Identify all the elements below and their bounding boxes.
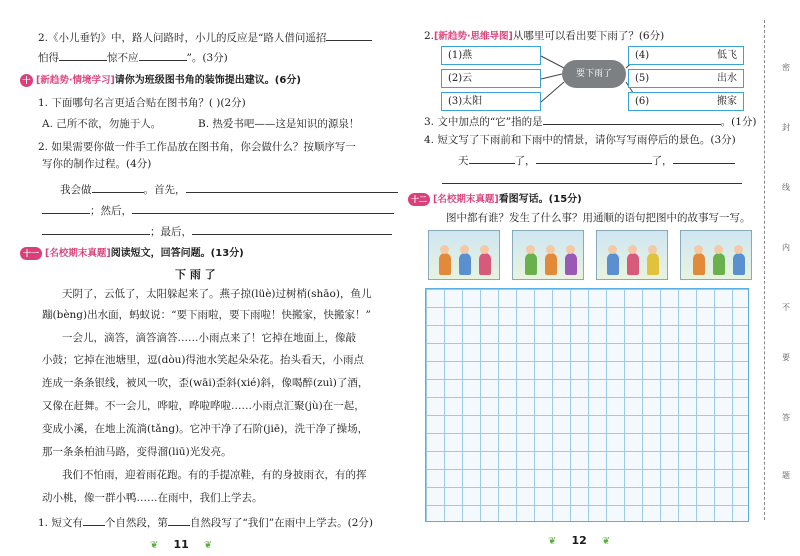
story-line: 连成一条条银线，被风一吹，歪(wāi)歪斜(xié)斜，像喝醉(zuì)了酒， (42, 377, 369, 389)
section-11-tag: [名校期末真题] (45, 248, 111, 259)
seal-char: 要 (782, 353, 790, 362)
left-page-footer (150, 533, 212, 552)
story-line: 一会儿，滴答，滴答滴答……小雨点来了！它掉在地面上，像敲 (62, 332, 356, 344)
r-q2-tag: [新趋势·思维导图] (434, 31, 513, 42)
mindmap-box-3: (3)太阳 (441, 92, 541, 111)
seal-char: 答 (782, 413, 790, 422)
q2-line2: 怕得 惊不应 ”。(3分) (38, 49, 228, 65)
s10-q1: 1. 下面哪句名言更适合贴在图书角？( )(2分) (38, 97, 246, 109)
seal-line (764, 20, 765, 520)
leaf-icon: ❦ (203, 540, 213, 551)
story-line: 天阴了，云低了，太阳躲起来了。燕子掠(lüè)过树梢(shāo)，鱼儿 (62, 288, 372, 300)
mindmap-box-5: (5) 出水 (628, 69, 744, 88)
story-line: 又像在赶舞。不一会儿，哗啦，哗啦哗啦……小雨点汇聚(jù)在一起， (42, 400, 365, 412)
s10-q2-line1: 2. 如果需要你做一件手工作品放在图书角，你会做什么？按顺序写一 (38, 141, 356, 153)
section-11-title: 阅读短文，回答问题。(13分) (110, 248, 244, 259)
s10-q1-option-b: B. 热爱书吧——这是知识的源泉！ (198, 118, 360, 130)
section-11-badge: 十一 (20, 247, 42, 260)
mindmap-box-1: (1)燕 (441, 46, 541, 65)
story-line: 那一条条柏油马路，变得溜(liū)光发亮。 (42, 446, 232, 458)
story-line: 动小桃，像一群小鸭……在雨中，我们上学去。 (42, 492, 263, 504)
section-12-badge: 十二 (408, 193, 430, 206)
story-title: 下 雨 了 (175, 268, 216, 281)
section-12-header (408, 192, 582, 207)
section-10-tag: [新趋势·情境学习] (36, 75, 115, 86)
r-q4-line3 (442, 172, 742, 188)
section-12-tag: [名校期末真题] (433, 194, 499, 205)
story-line: 蹦(bèng)出水面，蚂蚁说：“要下雨啦，要下雨啦！快搬家，快搬家！” (42, 309, 371, 321)
r-q4-line2: 天 了， 了， (458, 152, 735, 168)
leaf-icon: ❦ (601, 536, 611, 547)
right-page-footer (548, 529, 610, 548)
mindmap-box-2: (2)云 (441, 69, 541, 88)
mindmap-cloud: 要下雨了 (562, 60, 626, 88)
section-10-title: 请你为班级图书角的装饰提出建议。(6分) (114, 75, 301, 86)
writing-prompt: 图中都有谁？发生了什么事？用通顺的语句把图中的故事写一写。 (446, 212, 751, 224)
section-10-header (20, 73, 301, 88)
section-12-title: 看图写话。(15分) (498, 194, 582, 205)
mindmap-box-4: (4) 低飞 (628, 46, 744, 65)
seal-char: 线 (782, 183, 790, 192)
leaf-icon: ❦ (548, 536, 557, 547)
seal-char: 密 (782, 63, 790, 72)
r-q2-line: 2.[新趋势·思维导图]从哪里可以看出要下雨了？(6分) (424, 30, 665, 42)
r-q4: 4. 短文写了下雨前和下雨中的情景，请你写写雨停后的景色。(3分) (424, 134, 736, 146)
page-number: 12 (571, 534, 587, 547)
leaf-icon: ❦ (150, 540, 159, 551)
s10-q2-line5: ；最后， (42, 223, 392, 239)
mindmap-box-6: (6) 搬家 (628, 92, 744, 111)
s10-q2-line4: ；然后， (42, 202, 394, 218)
picture-4 (680, 230, 752, 280)
picture-2 (512, 230, 584, 280)
seal-char: 题 (782, 471, 790, 480)
section-10-badge: 十 (20, 74, 33, 87)
story-line: 变成小溪，在地上流淌(tǎng)。它冲干净了石阶(jiē)，洗干净了操场， (42, 423, 369, 435)
picture-1 (428, 230, 500, 280)
seal-char: 不 (782, 303, 790, 312)
picture-3 (596, 230, 668, 280)
section-11-header (20, 246, 244, 261)
seal-char: 封 (782, 123, 790, 132)
story-line: 我们不怕雨，迎着雨花跑。有的手提凉鞋，有的身披雨衣，有的挥 (62, 469, 367, 481)
page-number: 11 (173, 538, 189, 551)
s10-q1-option-a: A. 己所不欲，勿施于人。 (42, 118, 162, 130)
s11-q1: 1. 短文有 个自然段，第 自然段写了“我们”在雨中上学去。(2分) (38, 514, 373, 530)
s10-q2-line2: 写你的制作过程。(4分) (42, 158, 152, 170)
s10-q2-line3: 我会做 。首先， (60, 181, 398, 197)
r-q3: 3. 文中加点的“它”指的是 。(1分) (424, 113, 756, 129)
seal-char: 内 (782, 243, 790, 252)
writing-grid[interactable] (425, 288, 749, 522)
q2-line1: 2.《小儿垂钓》中，路人问路时，小儿的反应是“路人借问遥招 (38, 29, 372, 45)
story-line: 小鼓；它掉在池塘里，逗(dòu)得池水笑起朵朵花。抬头看天，小雨点 (42, 354, 364, 366)
